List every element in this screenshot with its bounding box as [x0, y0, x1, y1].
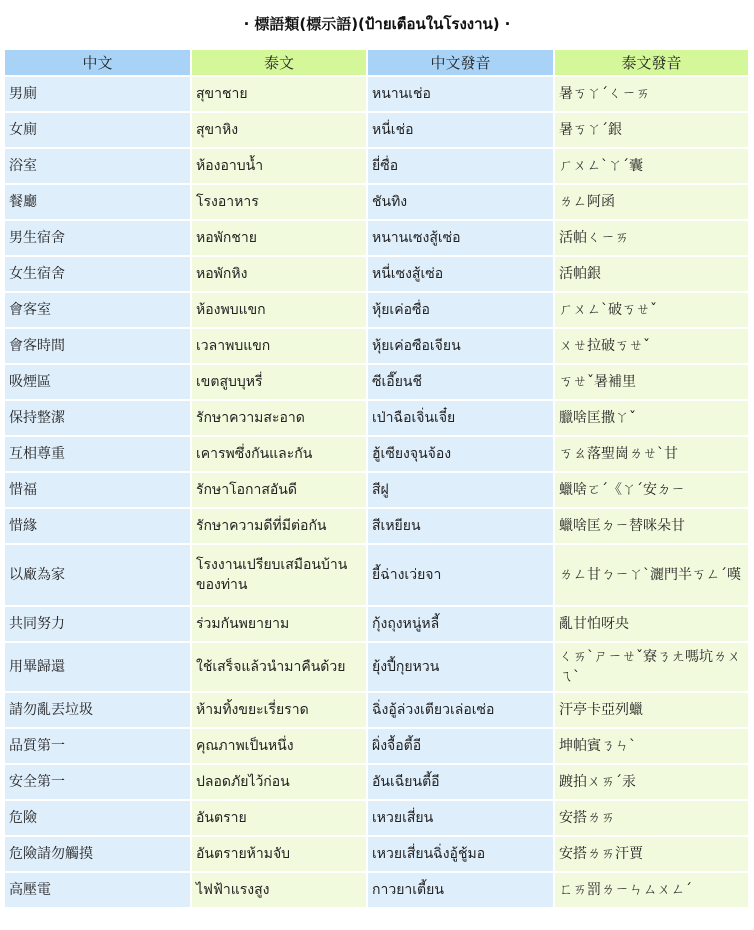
- cell-thai-pronunciation: 坤帕賓ㄋㄣˋ: [555, 729, 748, 763]
- cell-thai: โรงอาหาร: [192, 185, 366, 219]
- cell-chinese: 男廁: [5, 77, 190, 111]
- cell-chinese-pronunciation: ชันทิง: [368, 185, 553, 219]
- cell-chinese-pronunciation: กาวยาเตี้ยน: [368, 873, 553, 907]
- cell-thai: อันตรายห้ามจับ: [192, 837, 366, 871]
- cell-chinese: 用畢歸還: [5, 643, 190, 691]
- table-row: [5, 545, 748, 605]
- table-body: [5, 77, 748, 907]
- cell-thai: เวลาพบแขก: [192, 329, 366, 363]
- cell-thai-pronunciation: ㄏㄨㄥˋㄚˊ囊: [555, 149, 748, 183]
- table-row: [5, 473, 748, 507]
- cell-chinese: 危險請勿觸摸: [5, 837, 190, 871]
- cell-chinese: 以廠為家: [5, 545, 190, 605]
- header-thai-pronunciation: 泰文發音: [555, 50, 748, 75]
- cell-chinese-pronunciation: หนานเซงสู้เซ่อ: [368, 221, 553, 255]
- cell-thai: รักษาโอกาสอันดี: [192, 473, 366, 507]
- cell-chinese: 共同努力: [5, 607, 190, 641]
- cell-chinese: 男生宿舍: [5, 221, 190, 255]
- cell-chinese-pronunciation: สีเหยียน: [368, 509, 553, 543]
- cell-chinese-pronunciation: ฮู้เซียงจุนจ้อง: [368, 437, 553, 471]
- header-thai: 泰文: [192, 50, 366, 75]
- cell-thai: อันตราย: [192, 801, 366, 835]
- cell-thai: คุณภาพเป็นหนึ่ง: [192, 729, 366, 763]
- table-row: [5, 185, 748, 219]
- cell-chinese: 惜緣: [5, 509, 190, 543]
- cell-thai-pronunciation: 暑ㄎㄚˊㄑㄧㄞ: [555, 77, 748, 111]
- table-row: [5, 221, 748, 255]
- cell-chinese: 安全第一: [5, 765, 190, 799]
- cell-chinese-pronunciation: เหวยเสี่ยนฉิ่งอู้ชู้มอ: [368, 837, 553, 871]
- cell-thai: ห้องพบแขก: [192, 293, 366, 327]
- cell-chinese: 會客室: [5, 293, 190, 327]
- cell-chinese-pronunciation: หนานเช่อ: [368, 77, 553, 111]
- page-title: ‧ 標語類(標示語)(ป้ายเตือนในโรงงาน) ‧: [243, 15, 511, 33]
- cell-chinese-pronunciation: อันเฉียนตี้อี: [368, 765, 553, 799]
- cell-thai: รักษาความสะอาด: [192, 401, 366, 435]
- cell-chinese-pronunciation: สีฝู: [368, 473, 553, 507]
- table-row: [5, 765, 748, 799]
- cell-thai-pronunciation: ㄌㄥ阿函: [555, 185, 748, 219]
- cell-thai-pronunciation: ㄈㄞ罰ㄌㄧㄣㄙㄨㄥˊ: [555, 873, 748, 907]
- table-row: [5, 365, 748, 399]
- cell-chinese-pronunciation: ยี้ฉ่างเว่ยจา: [368, 545, 553, 605]
- cell-thai-pronunciation: ㄨㄝ拉破ㄎㄝˇ: [555, 329, 748, 363]
- cell-chinese: 浴室: [5, 149, 190, 183]
- cell-thai-pronunciation: 臘啥匡撒ㄚˇ: [555, 401, 748, 435]
- table-row: [5, 437, 748, 471]
- cell-thai-pronunciation: 汗亭卡亞列蠟: [555, 693, 748, 727]
- cell-chinese: 請勿亂丟垃圾: [5, 693, 190, 727]
- cell-thai: ห้ามทิ้งขยะเรี่ยราด: [192, 693, 366, 727]
- cell-thai-pronunciation: 活帕ㄑㄧㄞ: [555, 221, 748, 255]
- cell-chinese: 女廁: [5, 113, 190, 147]
- cell-chinese: 高壓電: [5, 873, 190, 907]
- title-bar: [0, 0, 754, 48]
- cell-thai: สุขาชาย: [192, 77, 366, 111]
- cell-thai-pronunciation: ㄎㄠ落聖崗ㄌㄝˋ甘: [555, 437, 748, 471]
- cell-thai: ร่วมกันพยายาม: [192, 607, 366, 641]
- table-row: [5, 257, 748, 291]
- cell-chinese: 品質第一: [5, 729, 190, 763]
- table-row: [5, 693, 748, 727]
- cell-chinese: 女生宿舍: [5, 257, 190, 291]
- cell-thai-pronunciation: ㄌㄥ甘ㄅㄧㄚˋ灑門半ㄎㄥˊ嘆: [555, 545, 748, 605]
- cell-thai: ห้องอาบน้ำ: [192, 149, 366, 183]
- cell-thai: เขตสูบบุหรี่: [192, 365, 366, 399]
- cell-chinese-pronunciation: หนี่เซงสู้เซ่อ: [368, 257, 553, 291]
- table-row: [5, 329, 748, 363]
- cell-chinese-pronunciation: กุ้งถุงหนู่หลี้: [368, 607, 553, 641]
- header-row: [5, 50, 748, 75]
- cell-thai: ใช้เสร็จแล้วนำมาคืนด้วย: [192, 643, 366, 691]
- table-row: [5, 149, 748, 183]
- table-row: [5, 113, 748, 147]
- cell-thai-pronunciation: 安搭ㄌㄞ汗賈: [555, 837, 748, 871]
- cell-chinese: 餐廳: [5, 185, 190, 219]
- cell-thai-pronunciation: 蠟啥匡ㄉㄧ替咪朵甘: [555, 509, 748, 543]
- cell-chinese: 互相尊重: [5, 437, 190, 471]
- cell-thai-pronunciation: 安搭ㄌㄞ: [555, 801, 748, 835]
- cell-thai: ไฟฟ้าแรงสูง: [192, 873, 366, 907]
- cell-thai-pronunciation: ㄏㄨㄥˋ破ㄎㄝˇ: [555, 293, 748, 327]
- cell-chinese-pronunciation: ซีเอี๊ยนชี: [368, 365, 553, 399]
- table-row: [5, 729, 748, 763]
- cell-thai: หอพักหิง: [192, 257, 366, 291]
- cell-chinese-pronunciation: หุ้ยเค่อซื่อ: [368, 293, 553, 327]
- cell-thai: สุขาหิง: [192, 113, 366, 147]
- vocabulary-table: [3, 48, 750, 909]
- cell-thai-pronunciation: 踱拍ㄨㄞˊ汞: [555, 765, 748, 799]
- cell-thai: หอพักชาย: [192, 221, 366, 255]
- cell-chinese-pronunciation: ยี่ซื่อ: [368, 149, 553, 183]
- cell-thai: โรงงานเปรียบเสมือนบ้านของท่าน: [192, 545, 366, 605]
- cell-chinese-pronunciation: ฉิ่งอู้ล่วงเตียวเล่อเซ่อ: [368, 693, 553, 727]
- cell-chinese: 會客時間: [5, 329, 190, 363]
- cell-chinese: 吸煙區: [5, 365, 190, 399]
- table-row: [5, 77, 748, 111]
- cell-thai: ปลอดภัยไว้ก่อน: [192, 765, 366, 799]
- cell-thai-pronunciation: 亂甘怕呀央: [555, 607, 748, 641]
- table-row: [5, 837, 748, 871]
- table-row: [5, 293, 748, 327]
- cell-thai: รักษาความดีที่มีต่อกัน: [192, 509, 366, 543]
- header-chinese-pronunciation: 中文發音: [368, 50, 553, 75]
- cell-chinese: 保持整潔: [5, 401, 190, 435]
- table-row: [5, 607, 748, 641]
- cell-chinese: 惜福: [5, 473, 190, 507]
- table-row: [5, 643, 748, 691]
- cell-chinese-pronunciation: ยุ้งปี้กุยหวน: [368, 643, 553, 691]
- cell-thai-pronunciation: 蠟啥ㄛˊ《ㄚˊ安ㄉㄧ: [555, 473, 748, 507]
- cell-thai-pronunciation: ㄑㄞˋㄕㄧㄝˇ寮ㄋㄤ嗎坑ㄌㄨㄟˋ: [555, 643, 748, 691]
- cell-chinese-pronunciation: หนี่เช่อ: [368, 113, 553, 147]
- table-row: [5, 873, 748, 907]
- table-row: [5, 509, 748, 543]
- cell-thai: เคารพซึ่งกันและกัน: [192, 437, 366, 471]
- cell-thai-pronunciation: ㄎㄝˇ暑補里: [555, 365, 748, 399]
- table-row: [5, 401, 748, 435]
- cell-chinese-pronunciation: เหวยเสี่ยน: [368, 801, 553, 835]
- cell-chinese: 危險: [5, 801, 190, 835]
- table-row: [5, 801, 748, 835]
- cell-chinese-pronunciation: ผิ่งจื้อตี้อี: [368, 729, 553, 763]
- cell-thai-pronunciation: 活帕銀: [555, 257, 748, 291]
- header-chinese: 中文: [5, 50, 190, 75]
- cell-chinese-pronunciation: เป่าฉือเจิ่นเจี๋ย: [368, 401, 553, 435]
- cell-chinese-pronunciation: หุ้ยเค่อซือเจียน: [368, 329, 553, 363]
- cell-thai-pronunciation: 暑ㄎㄚˊ銀: [555, 113, 748, 147]
